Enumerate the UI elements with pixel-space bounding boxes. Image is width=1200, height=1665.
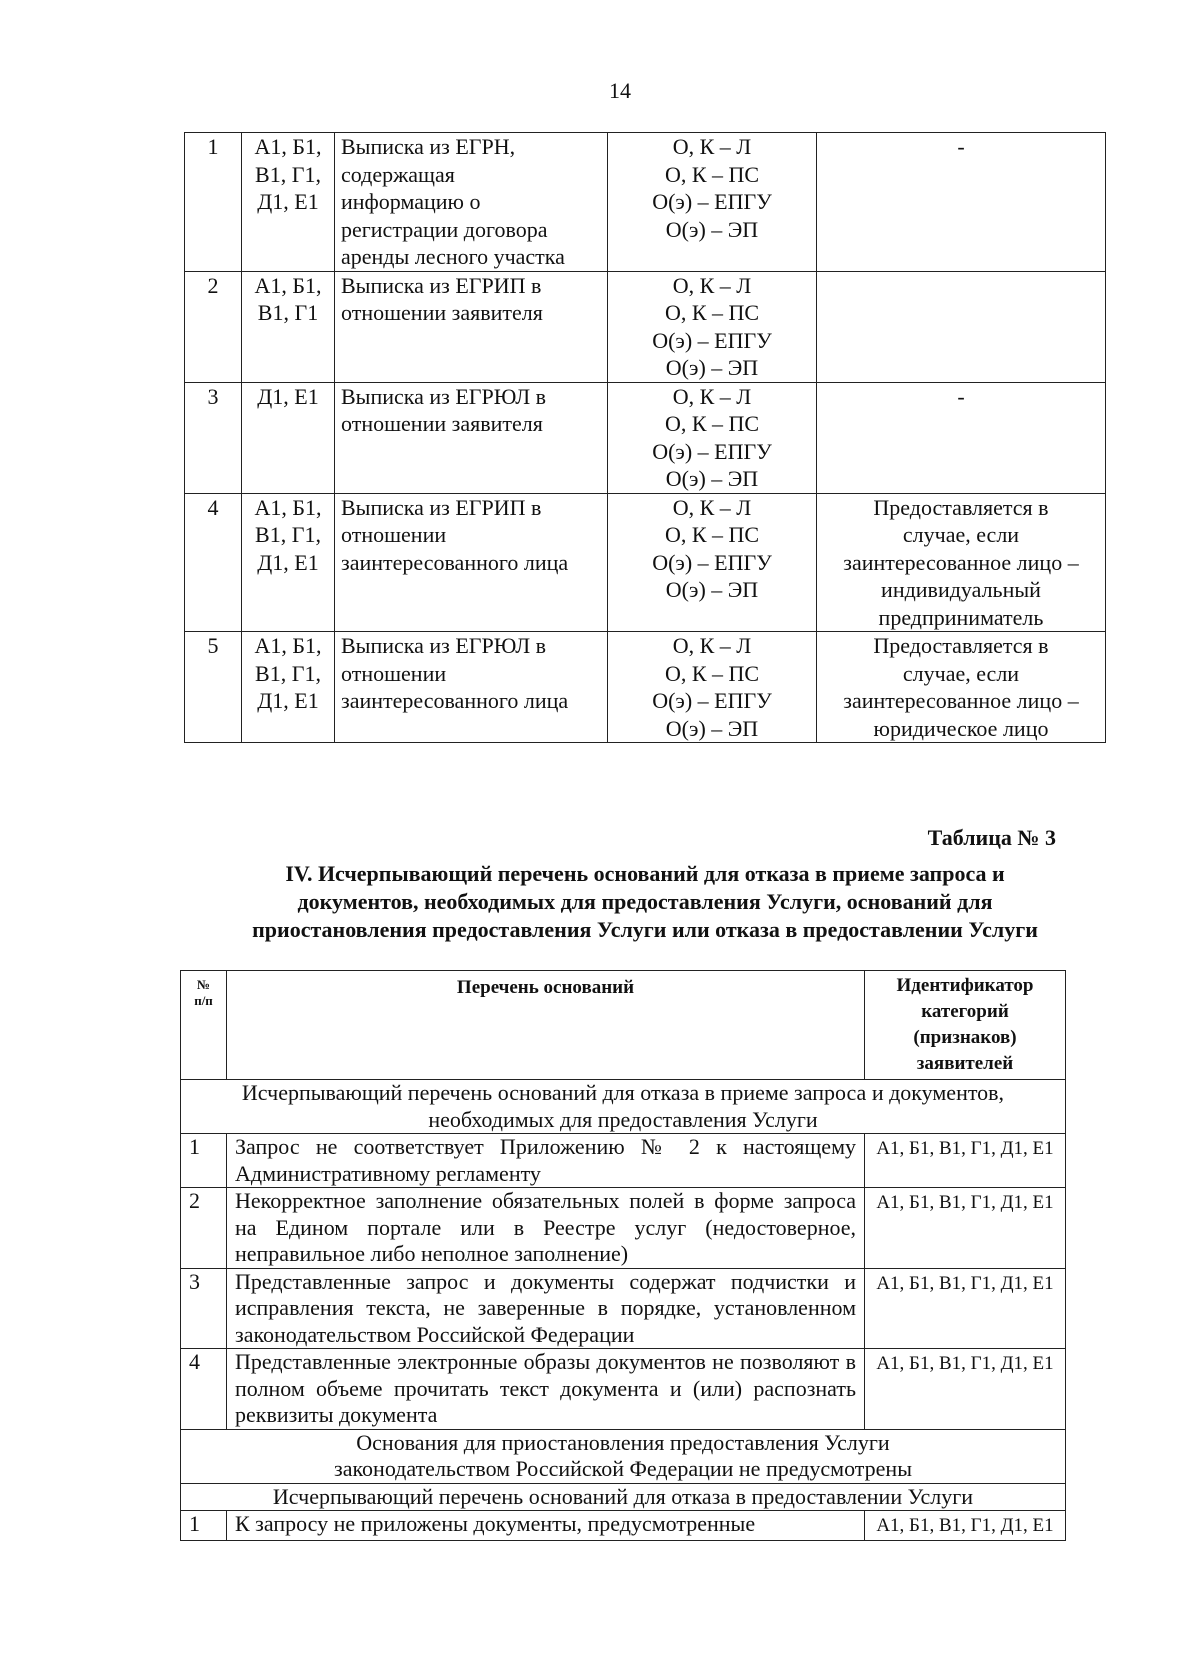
note-line: - [957,134,965,159]
note-line: - [957,383,965,409]
header-identifier-line: заявителей [916,1053,1014,1074]
table-row [181,1188,1066,1269]
ground-text: Некорректное заполнение обязательных полей в форме запроса на Едином портале или в Реестре услуг (недостоверное, неправильное либо неполное заполнение) [227,1188,865,1269]
category-line: В1, Г1, [255,161,321,187]
ground-text: Представленные запрос и документы содержат подчистки и исправления текста, не заверенные в порядке, установленном законодательством Российской Федерации [227,1268,865,1349]
document-line: информацию о [341,189,481,214]
way-line: О(э) – ЭП [665,466,759,491]
way-line: О(э) – ЭП [665,216,759,242]
way-line: О(э) – ЕПГУ [652,189,772,214]
document-line: Выписка из ЕГРЮЛ в [341,633,547,658]
note-line: случае, если [902,660,1020,686]
category-line: Д1, Е1 [257,383,319,409]
way-line: О(э) – ЕПГУ [652,327,772,353]
applicant-categories: А1, Б1, В1, Г1, Д1, Е1 [865,1511,1066,1541]
header-identifier [865,971,1066,1080]
category-line: Д1, Е1 [257,688,319,713]
way-line: О, К – ПС [664,411,760,436]
section-row [181,1429,1066,1483]
table-row [185,632,1106,743]
document-line: аренды лесного участка [341,244,565,269]
header-number-line: п/п [194,993,213,1008]
section-heading-cell [181,1080,1066,1134]
row-number: 2 [185,271,242,382]
section-title [184,860,1106,944]
submission-ways-cell [608,493,817,632]
refusal-grounds-table [180,970,1066,1541]
document-line: Выписка из ЕГРИП в [341,272,542,298]
applicant-categories-cell [242,493,335,632]
row-number: 4 [181,1349,227,1430]
way-line: О, К – Л [672,383,752,409]
applicant-categories: А1, Б1, В1, Г1, Д1, Е1 [865,1188,1066,1269]
way-line: О, К – ПС [664,300,760,325]
category-line: В1, Г1, [255,522,321,547]
applicant-categories: А1, Б1, В1, Г1, Д1, Е1 [865,1268,1066,1349]
table-3-label: Таблица № 3 [927,825,1056,850]
table-row [185,493,1106,632]
document-line: регистрации договора [341,216,548,242]
way-line: О, К – Л [672,633,752,658]
section-heading-cell [181,1483,1066,1511]
header-identifier-line: Идентификатор [896,975,1034,996]
row-number: 5 [185,632,242,743]
documents-table [184,132,1106,743]
row-number: 3 [185,382,242,493]
way-line: О, К – Л [672,272,752,298]
way-line: О(э) – ЭП [665,577,759,602]
applicant-categories-cell [242,632,335,743]
note-line: случае, если [902,522,1020,547]
row-number: 4 [185,493,242,632]
row-number: 1 [181,1134,227,1188]
section-heading-line: Исчерпывающий перечень оснований для отказа в предоставлении Услуги [272,1483,974,1509]
document-line: содержащая [341,161,455,187]
document-cell [335,133,608,272]
header-number [181,971,227,1080]
document-line: отношении [341,660,447,686]
applicant-categories-cell [242,133,335,272]
category-line: В1, Г1, [255,660,321,686]
ground-text: Запрос не соответствует Приложению № 2 к настоящему Административному регламенту [227,1134,865,1188]
note-cell [817,632,1106,743]
section-heading-line: Основания для приостановления предоставления Услуги [356,1429,890,1455]
note-line: индивидуальный [881,577,1041,602]
category-line: Д1, Е1 [257,189,319,214]
section-heading-line: законодательством Российской Федерации не предусмотрены [334,1456,912,1481]
submission-ways-cell [608,271,817,382]
category-line: А1, Б1, [254,272,322,298]
submission-ways-cell [608,133,817,272]
category-line: А1, Б1, [254,494,322,520]
applicant-categories-cell [242,271,335,382]
table-row [181,1134,1066,1188]
document-line: Выписка из ЕГРИП в [341,494,542,520]
category-line: Д1, Е1 [257,549,319,575]
table-row [185,271,1106,382]
section-row [181,1483,1066,1511]
table-header-row [181,971,1066,1080]
way-line: О(э) – ЕПГУ [652,549,772,575]
table-row [181,1268,1066,1349]
section-heading-cell [181,1429,1066,1483]
header-identifier-line: категорий [921,1001,1009,1022]
submission-ways-cell [608,632,817,743]
page-number: 14 [609,78,631,103]
category-line: А1, Б1, [254,134,322,159]
table-row [185,133,1106,272]
document-line: отношении заявителя [341,411,543,436]
applicant-categories-cell [242,382,335,493]
note-cell [817,271,1106,382]
row-number: 2 [181,1188,227,1269]
section-heading-line: необходимых для предоставления Услуги [428,1106,818,1132]
note-cell [817,382,1106,493]
row-number: 1 [185,133,242,272]
header-grounds: Перечень оснований [227,971,865,1080]
way-line: О(э) – ЕПГУ [652,688,772,713]
way-line: О, К – Л [672,494,752,520]
note-line: Предоставляется в [873,633,1049,658]
submission-ways-cell [608,382,817,493]
section-heading-line: Исчерпывающий перечень оснований для отказа в приеме запроса и документов, [241,1080,1005,1105]
ground-text: Представленные электронные образы документов не позволяют в полном объеме прочитать текст документа и (или) распознать реквизиты документа [227,1349,865,1430]
way-line: О, К – ПС [664,522,760,547]
note-line: юридическое лицо [873,715,1049,741]
header-identifier-line: (признаков) [913,1027,1017,1048]
section-title-line: документов, необходимых для предоставления Услуги, оснований для [297,889,993,914]
document-line: отношении [341,522,447,547]
table-row [181,1349,1066,1430]
document-cell [335,271,608,382]
ground-text: К запросу не приложены документы, предусмотренные [227,1511,865,1541]
row-number: 3 [181,1268,227,1349]
table-row [181,1511,1066,1541]
way-line: О, К – ПС [664,660,760,686]
note-cell [817,493,1106,632]
section-title-line: приостановления предоставления Услуги или отказа в предоставлении Услуги [252,917,1038,942]
way-line: О, К – ПС [664,161,760,187]
document-cell [335,382,608,493]
document-line: заинтересованного лица [341,688,569,713]
note-cell [817,133,1106,272]
section-title-line: IV. Исчерпывающий перечень оснований для отказа в приеме запроса и [285,861,1005,886]
document-line: заинтересованного лица [341,549,569,575]
way-line: О(э) – ЕПГУ [652,438,772,464]
note-line: заинтересованное лицо – [843,688,1079,713]
note-line: заинтересованное лицо – [843,549,1079,575]
header-number-line: № [196,977,211,992]
applicant-categories: А1, Б1, В1, Г1, Д1, Е1 [865,1349,1066,1430]
section-row [181,1080,1066,1134]
document-line: Выписка из ЕГРН, [341,134,516,159]
table-row [185,382,1106,493]
applicant-categories: А1, Б1, В1, Г1, Д1, Е1 [865,1134,1066,1188]
document-line: отношении заявителя [341,300,543,325]
way-line: О(э) – ЭП [665,355,759,380]
document-cell [335,493,608,632]
note-line: предприниматель [878,604,1044,630]
document-line: Выписка из ЕГРЮЛ в [341,383,547,409]
category-line: В1, Г1 [257,300,319,325]
way-line: О(э) – ЭП [665,715,759,741]
category-line: А1, Б1, [254,633,322,658]
row-number: 1 [181,1511,227,1541]
note-line: Предоставляется в [873,494,1049,520]
way-line: О, К – Л [672,134,752,159]
document-cell [335,632,608,743]
